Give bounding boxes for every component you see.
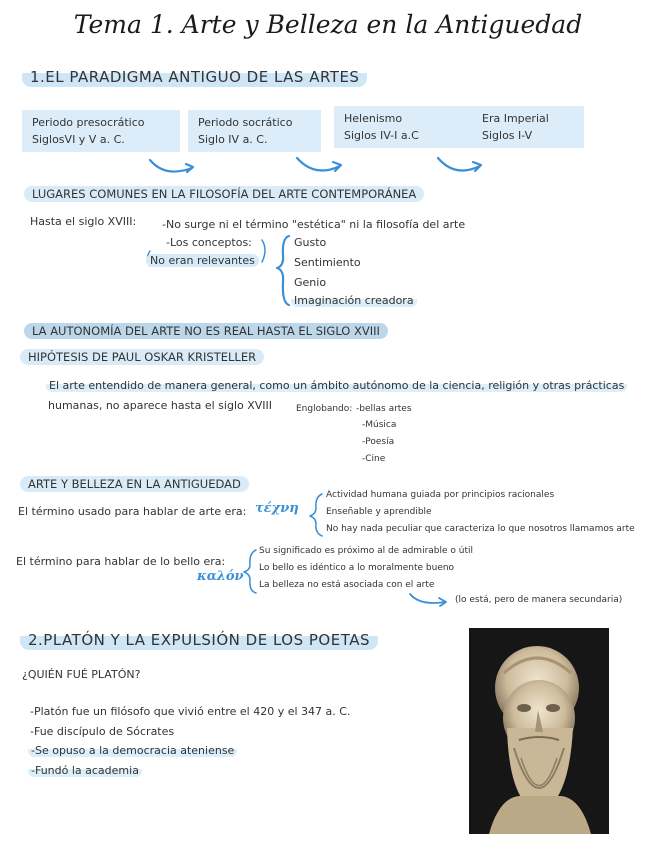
lugares-intro: Hasta el siglo XVIII:	[30, 215, 137, 228]
kalon-word: καλόν	[197, 569, 244, 584]
techne-word: τέχνη	[255, 501, 299, 516]
arrow-icon	[297, 158, 340, 171]
kalon-point: Su significado es próximo al de admirable o útil	[259, 546, 474, 556]
concept-sentimiento: Sentimiento	[294, 256, 361, 269]
englobando-item: -bellas artes	[356, 404, 412, 414]
concept-genio: Genio	[294, 276, 327, 289]
period-name: Helenismo	[344, 112, 403, 125]
kalon-point: La belleza no está asociada con el arte	[259, 580, 435, 590]
platon-fact: -Fue discípulo de Sócrates	[30, 725, 175, 738]
arrow-icon	[150, 160, 192, 172]
techne-intro: El término usado para hablar de arte era:	[18, 505, 247, 518]
englobando-item: -Música	[362, 420, 397, 430]
platon-fact: -Fundó la academia	[28, 764, 142, 777]
autonomia-heading: LA AUTONOMÍA DEL ARTE NO ES REAL HASTA EL SIGLO XVIII	[24, 323, 388, 339]
page-title: Tema 1. Arte y Belleza en la Antiguedad	[73, 10, 583, 39]
brace-icon	[310, 494, 322, 536]
kalon-point: Lo bello es idéntico a lo moralmente bueno	[259, 563, 455, 573]
period-name: Periodo socrático	[198, 116, 293, 129]
englobando-item: -Poesía	[362, 437, 395, 447]
arrow-icon	[438, 158, 480, 171]
englobando-label: Englobando:	[296, 404, 353, 414]
kalon-note: (lo está, pero de manera secundaria)	[455, 595, 623, 605]
kalon-intro: El término para hablar de lo bello era:	[16, 555, 226, 568]
kristeller-line1: El arte entendido de manera general, como un ámbito autónomo de la ciencia, religión y otras prácticas	[46, 379, 627, 392]
plato-bust-image	[469, 628, 609, 834]
brace-icon	[277, 236, 289, 305]
concept-gusto: Gusto	[294, 236, 327, 249]
period-dates: Siglos IV-I a.C	[344, 129, 419, 142]
englobando-item: -Cine	[362, 454, 386, 464]
concept-imaginacion: Imaginación creadora	[291, 294, 417, 307]
period-name: Era Imperial	[482, 112, 549, 125]
techne-point: Actividad humana guiada por principios racionales	[326, 490, 555, 500]
period-dates: Siglo IV a. C.	[198, 133, 268, 146]
kristeller-heading: HIPÓTESIS DE PAUL OSKAR KRISTELLER	[20, 349, 264, 365]
section1-heading: 1.EL PARADIGMA ANTIGUO DE LAS ARTES	[22, 67, 367, 87]
kristeller-line2: humanas, no aparece hasta el siglo XVIII	[48, 399, 273, 412]
section2-subheading: ¿QUIÉN FUÉ PLATÓN?	[22, 668, 141, 681]
lugares-point1: -No surge ni el término "estética" ni la filosofía del arte	[162, 218, 466, 231]
period-name: Periodo presocrático	[32, 116, 145, 129]
period-dates: SiglosVI y V a. C.	[32, 133, 125, 146]
antiguedad-heading: ARTE Y BELLEZA EN LA ANTIGUEDAD	[20, 476, 249, 492]
lugares-point2: -Los conceptos:	[166, 236, 252, 249]
techne-point: No hay nada peculiar que caracteriza lo que nosotros llamamos arte	[326, 524, 635, 534]
brace-icon	[244, 550, 256, 593]
section2-heading: 2.PLATÓN Y LA EXPULSIÓN DE LOS POETAS	[20, 630, 378, 650]
lugares-note: No eran relevantes	[146, 254, 259, 267]
platon-fact: -Platón fue un filósofo que vivió entre el 420 y el 347 a. C.	[30, 705, 351, 718]
period-dates: Siglos I-V	[482, 129, 533, 142]
bracket-icon	[262, 240, 265, 262]
lugares-heading: LUGARES COMUNES EN LA FILOSOFÍA DEL ARTE CONTEMPORÁNEA	[24, 186, 424, 202]
techne-point: Enseñable y aprendible	[326, 507, 432, 517]
platon-fact: -Se opuso a la democracia ateniense	[28, 744, 237, 757]
plato-bust-icon	[469, 628, 609, 834]
